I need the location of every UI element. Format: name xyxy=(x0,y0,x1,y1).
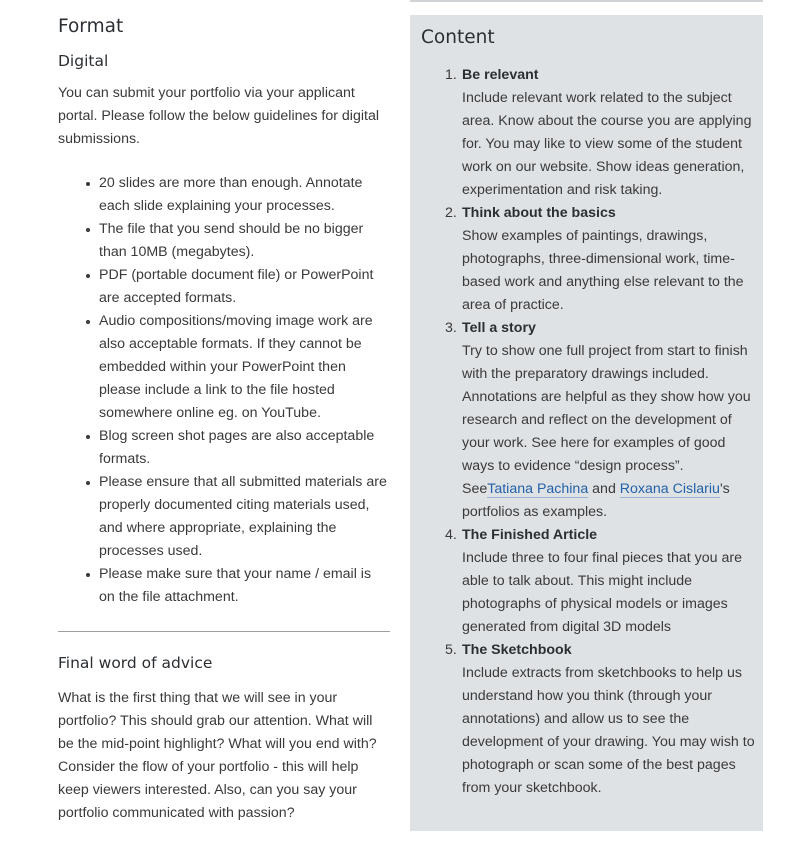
item-body: Include relevant work related to the subject area. Know about the course you are applying for. You may like to view some of the student work on our website. Show ideas generation, experimentation and risk taking. xyxy=(462,90,752,198)
section-divider xyxy=(58,631,390,632)
see-prefix: See xyxy=(462,481,488,497)
list-item: Please ensure that all submitted materials are properly documented citing materials used, and where appropriate, explaining the processes used. xyxy=(99,471,390,563)
format-heading: Format xyxy=(58,16,124,37)
list-item: Blog screen shot pages are also acceptable formats. xyxy=(99,425,390,471)
list-item: Please make sure that your name / email is on the file attachment. xyxy=(99,563,390,609)
item-number: 4. xyxy=(445,527,457,543)
list-item: The file that you send should be no bigger than 10MB (megabytes). xyxy=(99,218,390,264)
roxana-cislariu-link[interactable]: Roxana Cislariu xyxy=(619,481,720,497)
list-item xyxy=(445,64,756,202)
item-number: 2. xyxy=(445,205,457,221)
advice-heading: Final word of advice xyxy=(58,654,213,672)
item-body xyxy=(462,340,756,524)
content-list xyxy=(421,64,756,800)
item-title: Tell a story xyxy=(462,320,536,336)
list-item xyxy=(445,639,756,800)
format-column xyxy=(58,14,390,825)
guidelines-list xyxy=(58,172,390,609)
tatiana-pachina-link[interactable]: Tatiana Pachina xyxy=(487,481,589,497)
digital-heading: Digital xyxy=(58,52,109,70)
see-suffix: 's portfolios as examples. xyxy=(462,481,730,520)
advice-text: What is the first thing that we will see in your portfolio? This should grab our attention. What will be the mid-point highlight? What will you end with? Consider the flow of your portfolio - this will help keep viewers interested. Also, can you say your portfolio communicated with passion? xyxy=(58,690,377,821)
list-item xyxy=(445,202,756,317)
item-body: Include three to four final pieces that you are able to talk about. This might include photographs of physical models or images generated from digital 3D models xyxy=(462,550,742,635)
content-heading: Content xyxy=(421,27,495,48)
item-title: Be relevant xyxy=(462,67,539,83)
item-title: The Finished Article xyxy=(462,527,598,543)
item-number: 1. xyxy=(445,67,457,83)
list-item: PDF (portable document file) or PowerPoint are accepted formats. xyxy=(99,264,390,310)
list-item: 20 slides are more than enough. Annotate each slide explaining your processes. xyxy=(99,172,390,218)
item-number: 5. xyxy=(445,642,457,658)
item-body-text: Try to show one full project from start to finish with the preparatory drawings included. Annotations are helpful as they show how you research and reflect on the development of your work. See here for examples of good ways to evidence “design process”. xyxy=(462,343,751,474)
list-item xyxy=(445,317,756,524)
item-body: Show examples of paintings, drawings, photographs, three-dimensional work, time-based work and anything else relevant to the area of practice. xyxy=(462,228,744,313)
and-text: and xyxy=(588,481,620,497)
digital-intro: You can submit your portfolio via your applicant portal. Please follow the below guidelines for digital submissions. xyxy=(58,85,379,147)
item-number: 3. xyxy=(445,320,457,336)
content-panel xyxy=(410,15,763,831)
list-item: Audio compositions/moving image work are also acceptable formats. If they cannot be embedded within your PowerPoint then please include a link to the file hosted somewhere online eg. on YouTube. xyxy=(99,310,390,425)
item-title: Think about the basics xyxy=(462,205,616,221)
item-title: The Sketchbook xyxy=(462,642,572,658)
item-body: Include extracts from sketchbooks to help us understand how you think (through your annotations) and allow us to see the development of your drawing. You may wish to photograph or scan some of the best pages from your sketchbook. xyxy=(462,665,755,796)
list-item xyxy=(445,524,756,639)
top-divider xyxy=(410,0,763,2)
